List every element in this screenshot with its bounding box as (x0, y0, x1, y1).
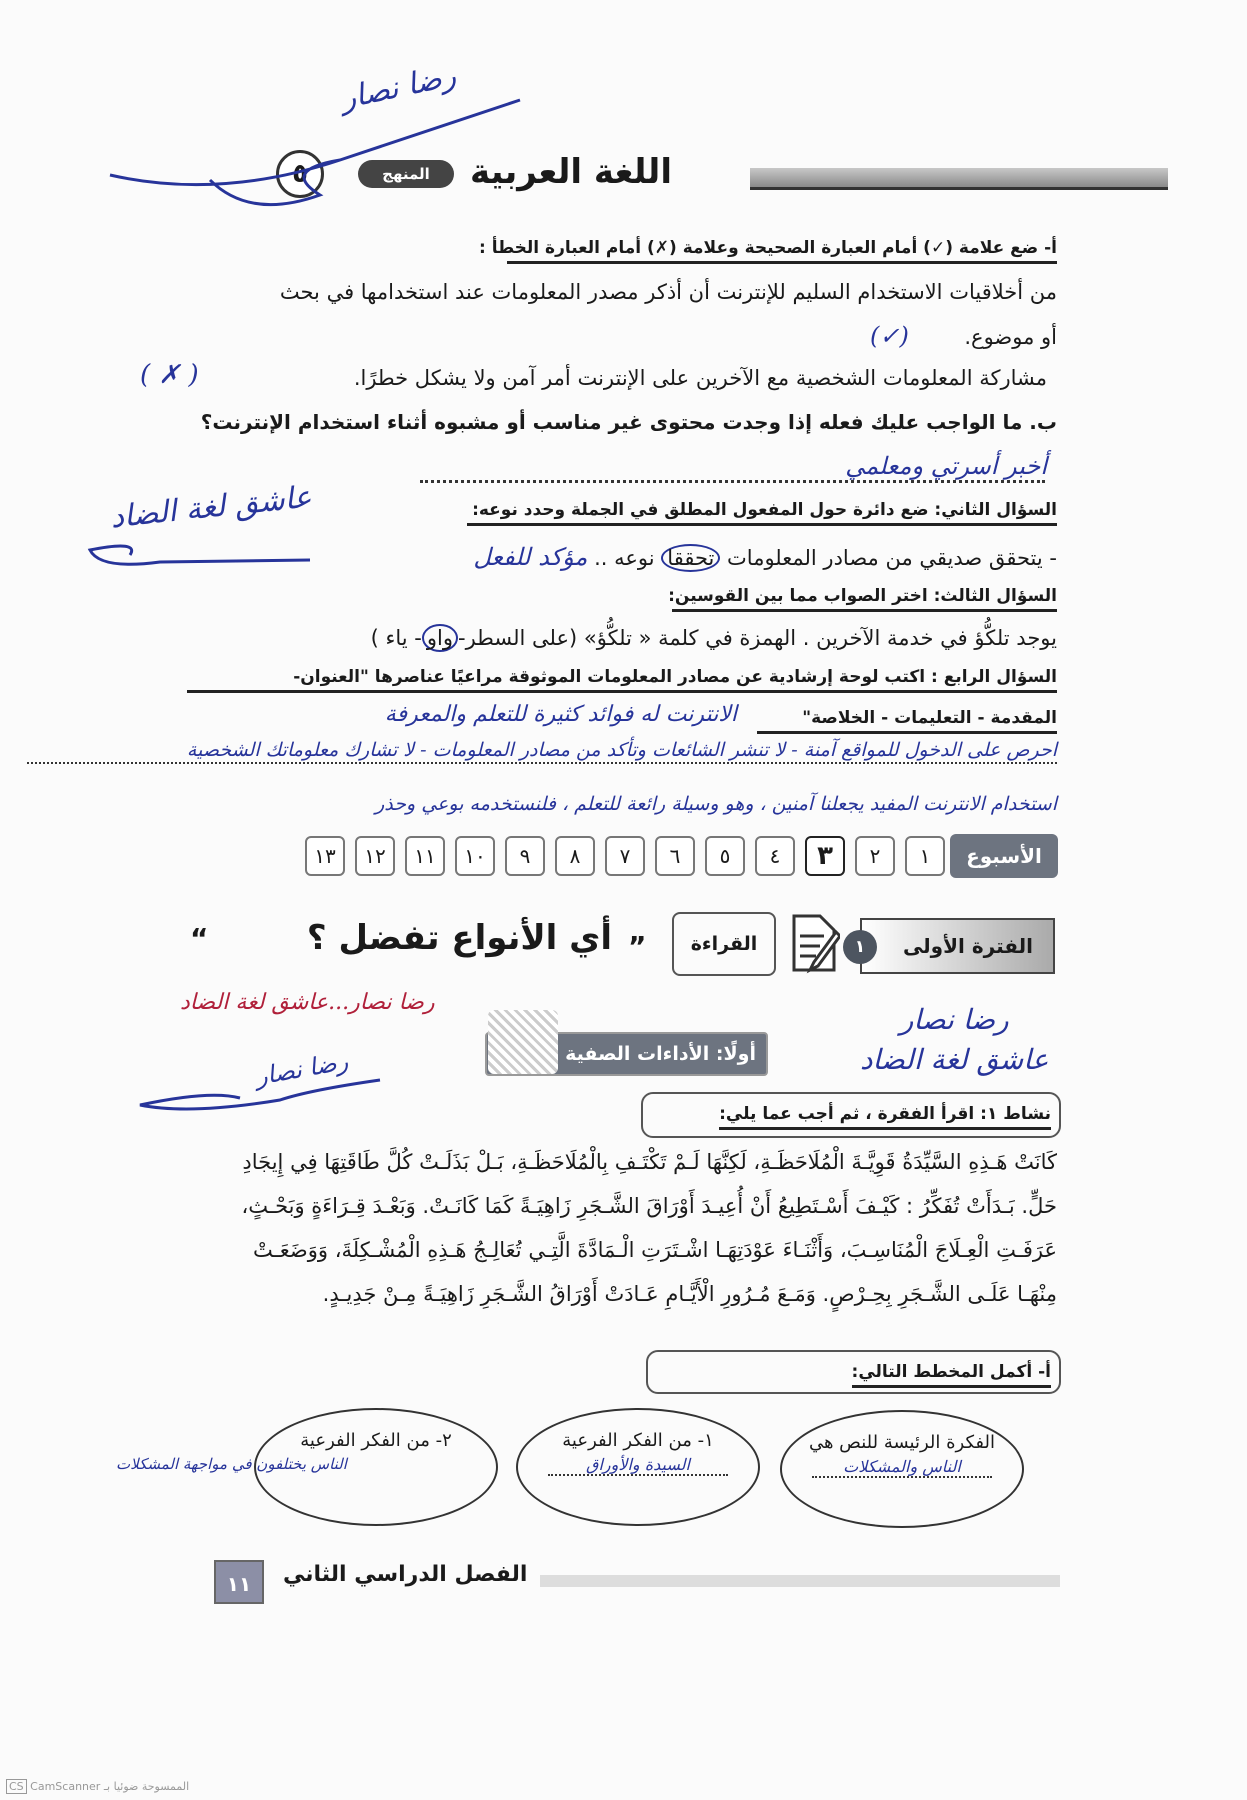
passage-line: كَانَتْ هَـذِهِ السَّيِّدَةُ قَوِيَّـةَ الْمُلَاحَظَـةِ، لَكِنَّهَا لَـمْ تَكْتَـفِ بِالْمُلَاحَظَـةِ، بَـلْ بَذَلَـتْ كُلَّ طَاقَتِهَا فِي إِيجَادِ (242, 1150, 1057, 1174)
q3-circled: واو (422, 624, 458, 652)
classroom-illustration (488, 1010, 558, 1074)
q2-sentence (473, 543, 1057, 571)
page-number: ١١ (214, 1560, 264, 1604)
lesson-type: القراءة (672, 912, 776, 976)
camscanner-badge: CS (6, 1779, 27, 1794)
diagonal-watermark: رضا نصار...عاشق لغة الضاد (180, 990, 435, 1015)
week-box: ٩ (505, 836, 545, 876)
footer-semester: الفصل الدراسي الثاني (283, 1562, 528, 1587)
item2-answer: ( ✗ ) (140, 360, 199, 390)
camscanner-watermark (6, 1780, 189, 1793)
passage-line: حَلٍّ. بَـدَأَتْ تُفَكِّرُ : كَيْـفَ أَسْـتَطِيعُ أَنْ أُعِيـدَ أَوْرَاقَ الشَّـجَرِ زَاهِيَـةً كَمَا كَانَـتْ. وَبَعْـدَ قِـرَاءَةٍ وَبَحْـثٍ، (241, 1194, 1057, 1218)
curriculum-badge: المنهج (358, 160, 454, 188)
week-box: ٧ (605, 836, 645, 876)
q4-answer-1: الانترنت له فوائد كثيرة للتعلم والمعرفة (384, 702, 737, 727)
week-box: ٢ (855, 836, 895, 876)
node-answer: الناس والمشكلات (812, 1457, 992, 1478)
q2-text-pre: - يتحقق صديقي من مصادر المعلومات (727, 546, 1057, 570)
diagram-node-sub1 (516, 1408, 760, 1526)
item2: مشاركة المعلومات الشخصية مع الآخرين على الإنترنت أمر آمن ولا يشكل خطرًا. (353, 366, 1047, 390)
week-box: ١٢ (355, 836, 395, 876)
quote-close: ” (628, 930, 647, 963)
period-number: ١ (843, 930, 877, 964)
week-label: الأسبوع (950, 834, 1058, 878)
reading-pencil-icon (790, 912, 840, 974)
q2-text-post: نوعه .. (594, 546, 655, 570)
camscanner-note: الممسوحة ضوئيا بـ (103, 1780, 190, 1793)
week-box: ١٠ (455, 836, 495, 876)
signature-left-2: رضا نصار (253, 1047, 351, 1091)
page-title: اللغة العربية (470, 152, 672, 192)
lesson-title: أي الأنواع تفضل ؟ (306, 918, 612, 958)
header-rule (750, 168, 1168, 190)
week-box: ٥ (705, 836, 745, 876)
answer-b-dotline (420, 480, 1045, 483)
section-a-instruction: أ- ضع علامة (✓) أمام العبارة الصحيحة وعلامة (✗) أمام العبارة الخطأ : (507, 238, 1057, 264)
period-header (860, 918, 1055, 974)
q2-heading: السؤال الثاني: ضع دائرة حول المفعول المطلق في الجملة وحدد نوعه: (467, 500, 1057, 526)
passage-line: عَرَفَـتِ الْعِـلَاجَ الْمُنَاسِـبَ، وَأَثْنَـاءَ عَوْدَتِهَـا اشْـتَرَتِ الْـمَادَّةَ الَّتِـي تُعَالِـجُ هَـذِهِ الْمُشْـكِلَةَ، وَوَضَعَـتْ (253, 1238, 1057, 1262)
node-label: الفكرة الرئيسة للنص هي (808, 1432, 996, 1453)
signature-top: رضا نصار (337, 58, 460, 117)
q4-answer-2: احرص على الدخول للمواقع آمنة - لا تنشر الشائعات وتأكد من مصادر المعلومات - لا تشارك معلوماتك الشخصية (27, 738, 1057, 764)
answer-b: أخبر أسرتي ومعلمي (845, 452, 1047, 480)
week-box: ٤ (755, 836, 795, 876)
q2-answer: مؤكد للفعل (473, 543, 588, 571)
question-b: ب. ما الواجب عليك فعله إذا وجدت محتوى غير مناسب أو مشبوه أثناء استخدام الإنترنت؟ (200, 410, 1057, 434)
diagram-node-sub2 (116, 1408, 498, 1526)
signature-stroke-top (100, 80, 540, 210)
node-answer: الناس يختلفون في مواجهة المشكلات (116, 1455, 347, 1473)
q4-heading-cont: المقدمة - التعليمات - الخلاصة" (757, 708, 1057, 734)
signature-stroke-left-1 (80, 530, 320, 580)
activity1-instruction: نشاط ١: اقرأ الفقرة ، ثم أجب عما يلي: (719, 1104, 1051, 1130)
signature-right-name: رضا نصار (899, 1003, 1009, 1036)
item1-line2: أو موضوع. (964, 325, 1057, 349)
period-label: الفترة الأولى (902, 934, 1033, 958)
passage-line: مِنْهَـا عَلَـى الشَّـجَرِ بِحِـرْصٍ. وَمَـعَ مُـرُورِ الْأَيَّـامِ عَـادَتْ أَوْرَاقُ الشَّـجَرِ زَاهِيَـةً مِـنْ جَدِيـدٍ. (322, 1282, 1057, 1306)
signature-left-1: عاشق لغة الضاد (108, 479, 314, 536)
activities-banner: أولًا: الأداءات الصفية (485, 1032, 768, 1076)
week-box: ٦ (655, 836, 695, 876)
node-label: ٢- من الفكر الفرعية (300, 1430, 452, 1451)
week-box: ٣ (805, 836, 845, 876)
q3-text: يوجد تلكُّؤ في خدمة الآخرين . الهمزة في كلمة « تلكُّؤ» (على السطر- (458, 626, 1057, 650)
item1-line1: من أخلاقيات الاستخدام السليم للإنترنت أن أذكر مصدر المعلومات عند استخدامها في بحث (279, 280, 1057, 304)
q3-text-end: - ياء ) (370, 626, 422, 650)
camscanner-label: CamScanner (30, 1780, 101, 1793)
quote-open: “ (190, 922, 209, 955)
week-box: ١٣ (305, 836, 345, 876)
q4-answer-3: استخدام الانترنت المفيد يجعلنا آمنين ، وهو وسيلة رائعة للتعلم ، فلنستخدمه بوعي وحذر (375, 793, 1057, 815)
unit-number: ٥ (276, 150, 324, 198)
week-box: ١ (905, 836, 945, 876)
signature-right-title: عاشق لغة الضاد (860, 1043, 1049, 1076)
signature-stroke-left-2 (130, 1060, 390, 1120)
footer-rule (540, 1575, 1060, 1587)
q3-heading: السؤال الثالث: اختر الصواب مما بين القوسين: (672, 586, 1057, 612)
q3-sentence (371, 626, 1057, 650)
diagram-node-main (780, 1410, 1024, 1528)
week-box: ١١ (405, 836, 445, 876)
week-box: ٨ (555, 836, 595, 876)
diagram-instruction: أ- أكمل المخطط التالي: (852, 1362, 1051, 1388)
q4-heading: السؤال الرابع : اكتب لوحة إرشادية عن مصادر المعلومات الموثوقة مراعيًا عناصرها "العنوان- (187, 667, 1057, 693)
item1-answer: (✓) (870, 322, 909, 350)
q2-circled: تحققا (661, 544, 720, 572)
signature-right (860, 1000, 1049, 1080)
node-label: ١- من الفكر الفرعية (562, 1430, 714, 1451)
node-answer: السيدة والأوراق (548, 1455, 728, 1476)
